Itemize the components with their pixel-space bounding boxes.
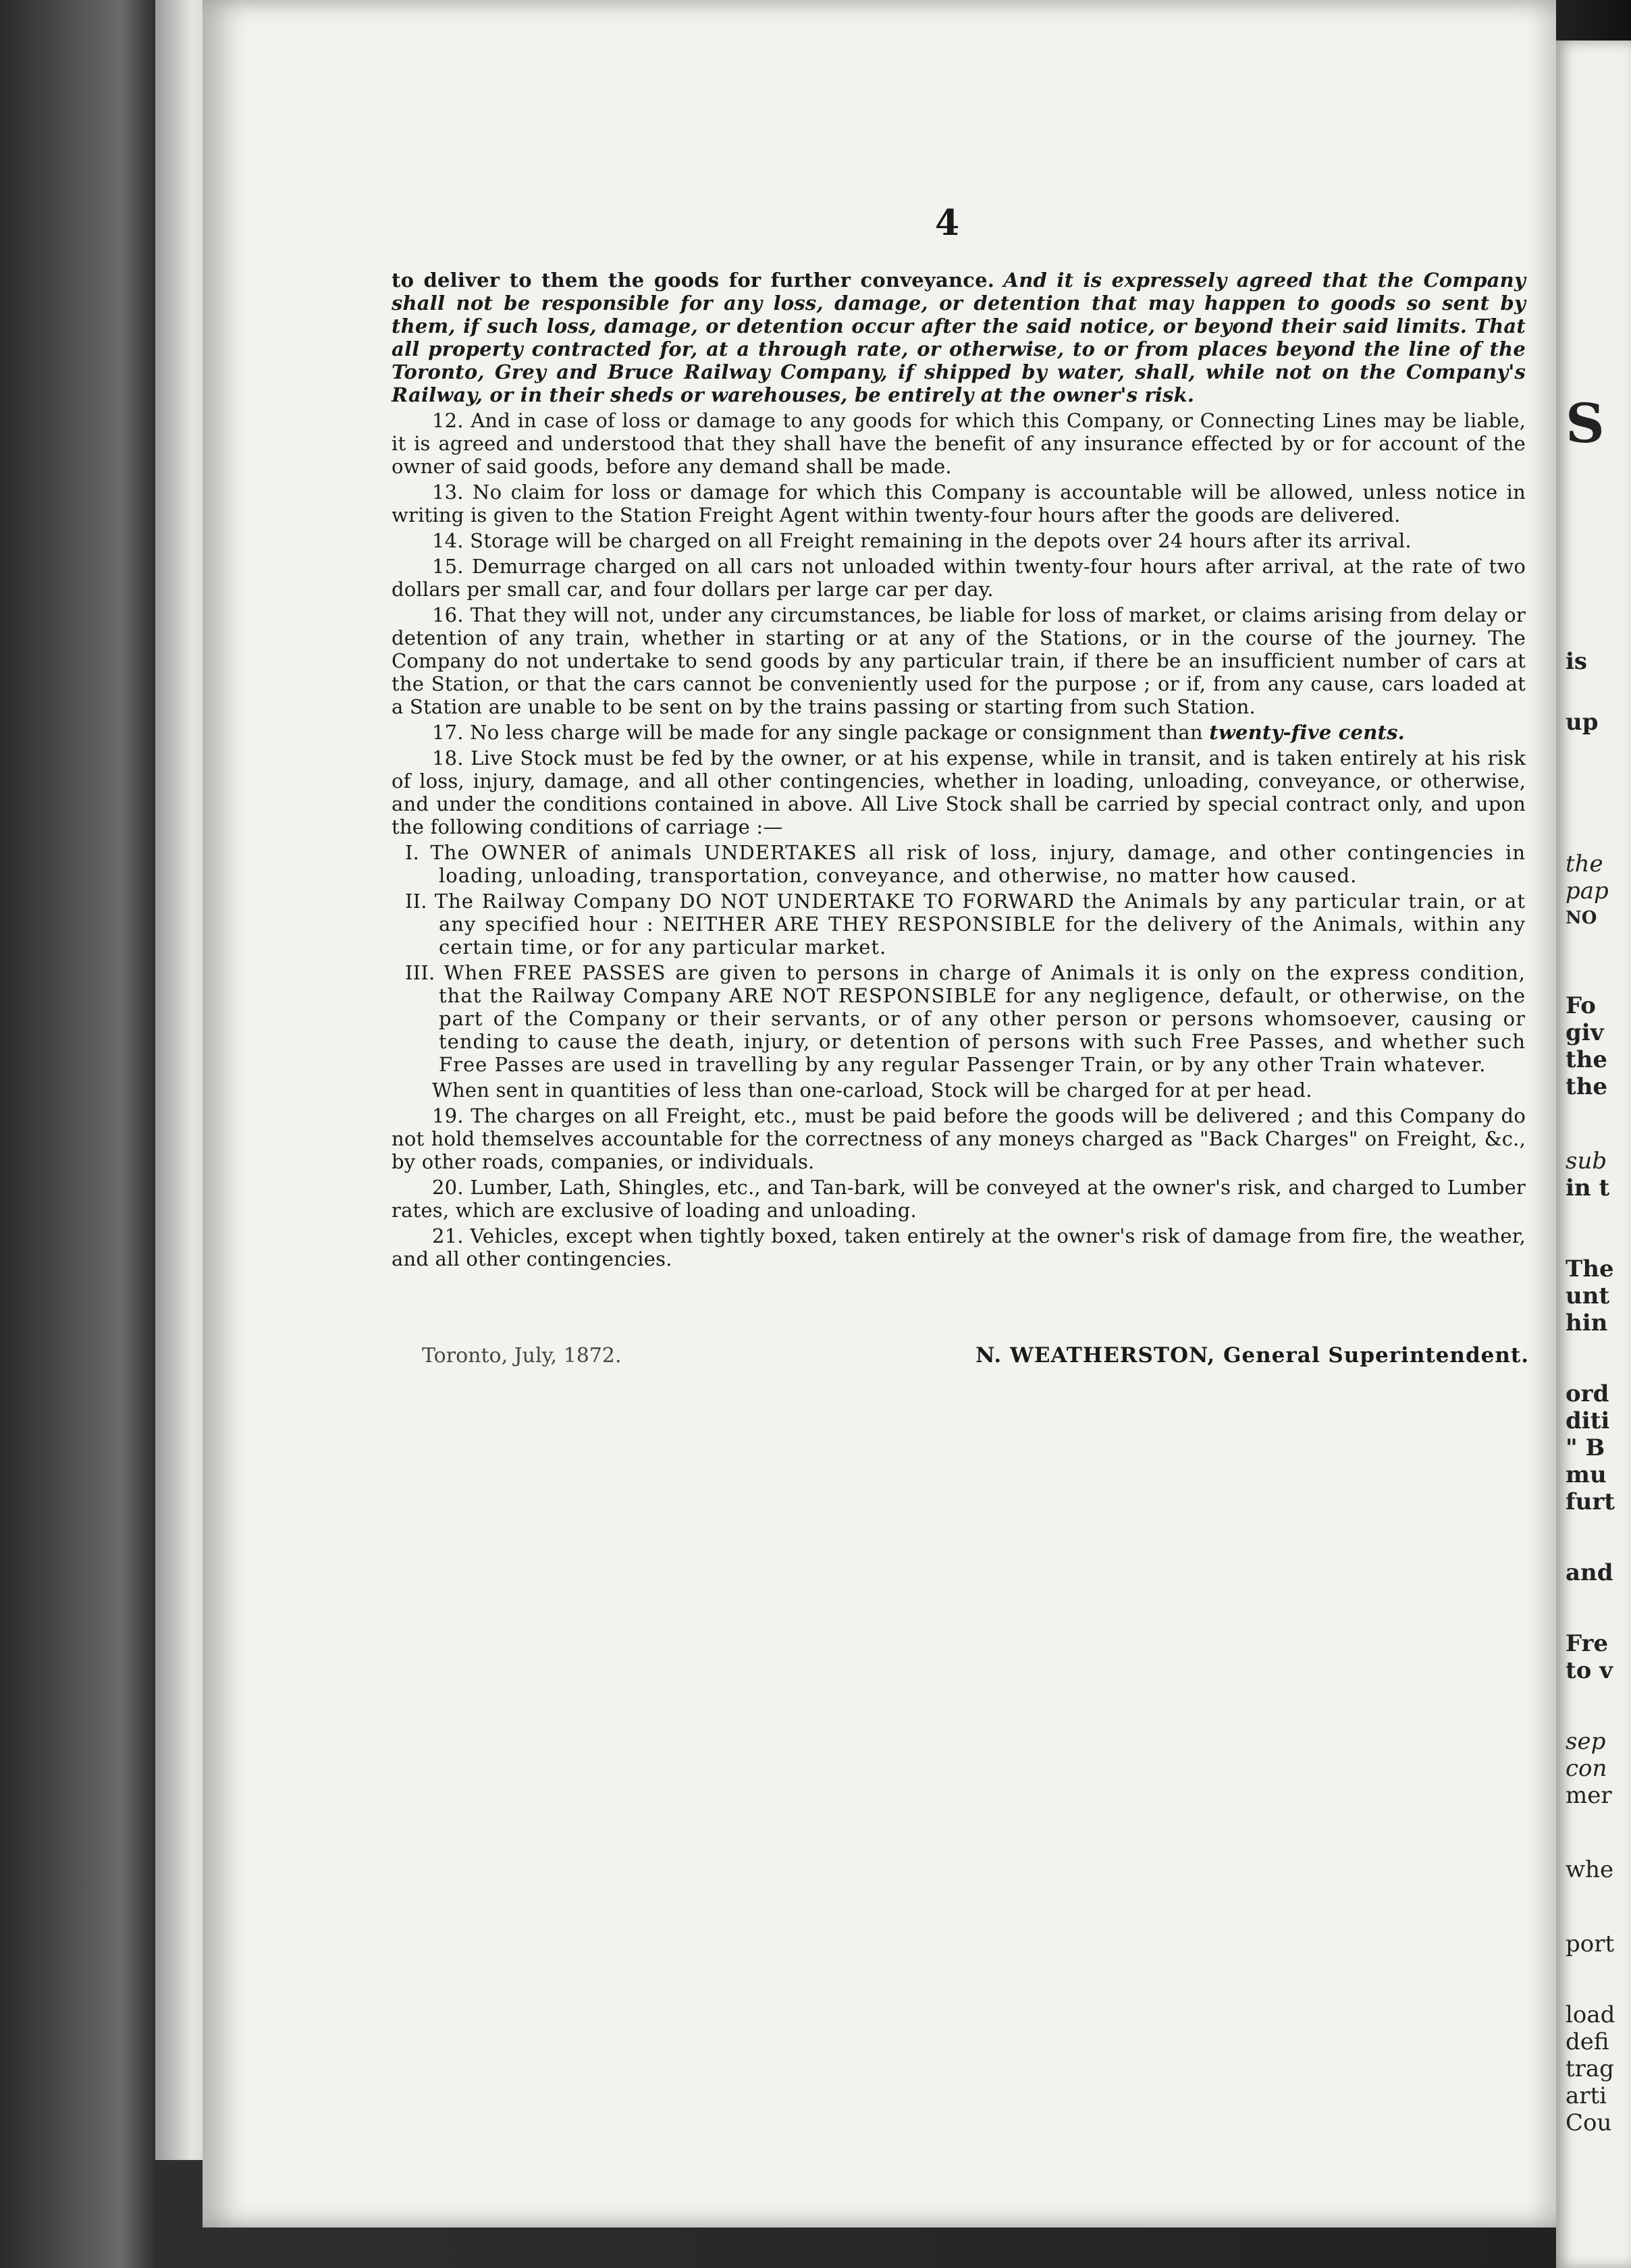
place-date: Toronto, July, 1872. bbox=[422, 1344, 622, 1368]
paragraph-16: 16. That they will not, under any circumstances, be liable for loss of market, or claims arising from delay or detention of any train, whether in starting or at any of the Stations, or in the course of the journey. The Company do not undertake to send goods by any particular train, if there be an insufficient number of cars at the Station, or that the cars cannot be conveniently used for the purpose ; or if, from any cause, cars loaded at a Station are unable to be sent on by the trains passing or starting from such Station. bbox=[392, 603, 1526, 718]
facing-fragment: arti bbox=[1566, 2082, 1607, 2109]
facing-fragment: the bbox=[1566, 1073, 1608, 1100]
facing-fragment: pap bbox=[1566, 878, 1609, 905]
facing-fragment: Cou bbox=[1566, 2109, 1612, 2136]
facing-fragment: S bbox=[1566, 392, 1605, 455]
facing-fragment: sub bbox=[1566, 1148, 1607, 1174]
facing-fragment: mer bbox=[1566, 1782, 1612, 1809]
facing-fragment: giv bbox=[1566, 1019, 1604, 1046]
facing-fragment: to v bbox=[1566, 1657, 1613, 1684]
paragraph-19: 19. The charges on all Freight, etc., must be paid before the goods will be delivered ; and this Company do not hold themselves accountable for the correctness of any moneys charged as "Back Charges" on Freight, &c., by other roads, companies, or individuals. bbox=[392, 1104, 1526, 1173]
signature-row bbox=[422, 1343, 1529, 1368]
condition-2: II. The Railway Company DO NOT UNDERTAKE TO FORWARD the Animals by any particular train, or at any specified hour : NEITHER ARE THEY RESPONSIBLE for the delivery of the Animals, within any certain time, or for any particular market. bbox=[405, 890, 1526, 959]
facing-fragment: the bbox=[1566, 1046, 1608, 1073]
facing-fragment: Fo bbox=[1566, 992, 1596, 1019]
paragraph-17: 17. No less charge will be made for any single package or consignment than twenty-five cents. bbox=[432, 721, 1405, 744]
facing-fragment: in t bbox=[1566, 1174, 1610, 1202]
facing-fragment: sep bbox=[1566, 1728, 1606, 1755]
facing-fragment: con bbox=[1566, 1755, 1607, 1782]
facing-fragment: trag bbox=[1566, 2055, 1614, 2082]
facing-fragment: is bbox=[1566, 648, 1588, 675]
facing-fragment: diti bbox=[1566, 1407, 1610, 1434]
facing-fragment: load bbox=[1566, 2001, 1615, 2028]
facing-fragment: ord bbox=[1566, 1380, 1609, 1407]
condition-1: I. The OWNER of animals UNDERTAKES all risk of loss, injury, damage, and other contingencies in loading, unloading, transportation, conveyance, and otherwise, no matter how caused. bbox=[405, 841, 1526, 887]
per-head-note: When sent in quantities of less than one-carload, Stock will be charged for at per head. bbox=[432, 1079, 1312, 1102]
facing-fragment: the bbox=[1566, 850, 1603, 878]
facing-fragment: unt bbox=[1566, 1282, 1610, 1310]
facing-fragment: NO bbox=[1566, 908, 1597, 928]
superintendent-signature: N. WEATHERSTON, General Superintendent. bbox=[975, 1343, 1529, 1368]
facing-fragment: mu bbox=[1566, 1461, 1607, 1488]
facing-fragment: port bbox=[1566, 1931, 1615, 1958]
facing-fragment: " B bbox=[1566, 1434, 1605, 1461]
facing-fragment: The bbox=[1566, 1256, 1614, 1282]
facing-fragment: and bbox=[1566, 1559, 1613, 1586]
paragraph-15: 15. Demurrage charged on all cars not unloaded within twenty-four hours after arrival, at the rate of two dollars per small car, and four dollars per large car per day. bbox=[392, 555, 1526, 601]
facing-fragment: Fre bbox=[1566, 1630, 1609, 1657]
document-body bbox=[392, 269, 1526, 1273]
condition-3: III. When FREE PASSES are given to persons in charge of Animals it is only on the express condition, that the Railway Company ARE NOT RESPONSIBLE for any negligence, default, or otherwise, on the part of the Company or their servants, or of any other person or persons whomsoever, causing or tending to cause the death, injury, or detention of persons with such Free Passes, and whether such Free Passes are used in travelling by any regular Passenger Train, or by any other Train whatever. bbox=[405, 961, 1526, 1076]
paragraph-13: 13. No claim for loss or damage for which this Company is accountable will be allowed, unless notice in writing is given to the Station Freight Agent within twenty-four hours after the goods are delivered. bbox=[392, 481, 1526, 526]
facing-fragment: hin bbox=[1566, 1310, 1608, 1336]
page-number: 4 bbox=[935, 202, 960, 244]
facing-fragment: defi bbox=[1566, 2028, 1609, 2055]
paragraph-20: 20. Lumber, Lath, Shingles, etc., and Tan-bark, will be conveyed at the owner's risk, and charged to Lumber rates, which are exclusive of loading and unloading. bbox=[392, 1176, 1526, 1222]
paragraph-21: 21. Vehicles, except when tightly boxed, taken entirely at the owner's risk of damage from fire, the weather, and all other contingencies. bbox=[392, 1224, 1526, 1270]
paragraph-18: 18. Live Stock must be fed by the owner, or at his expense, while in transit, and is taken entirely at his risk of loss, injury, damage, and all other contingencies, whether in loading, unloading, conveyance, or otherwise, and under the conditions contained in above. All Live Stock shall be carried by special contract only, and upon the following conditions of carriage :— bbox=[392, 747, 1526, 838]
facing-fragment: furt bbox=[1566, 1488, 1615, 1515]
facing-fragment: whe bbox=[1566, 1856, 1614, 1883]
paragraph-11-continued: to deliver to them the goods for further conveyance. And it is expressely agreed that the Company shall not be responsible for any loss, damage, or detention that may happen to goods so sent by them, if such loss, damage, or detention occur after the said notice, or beyond their said limits. That all property contracted for, at a through rate, or otherwise, to or from places beyond the line of the Toronto, Grey and Bruce Railway Company, if shipped by water, shall, while not on the Company's Railway, or in their sheds or warehouses, be entirely at the owner's risk. bbox=[392, 269, 1526, 406]
paragraph-12: 12. And in case of loss or damage to any goods for which this Company, or Connecting Lines may be liable, it is agreed and understood that they shall have the benefit of any insurance effected by or for account of the owner of said goods, before any demand shall be made. bbox=[392, 409, 1526, 478]
paragraph-14: 14. Storage will be charged on all Freight remaining in the depots over 24 hours after its arrival. bbox=[432, 529, 1412, 552]
facing-page-sliver bbox=[1556, 40, 1631, 2268]
facing-fragment: up bbox=[1566, 709, 1599, 736]
